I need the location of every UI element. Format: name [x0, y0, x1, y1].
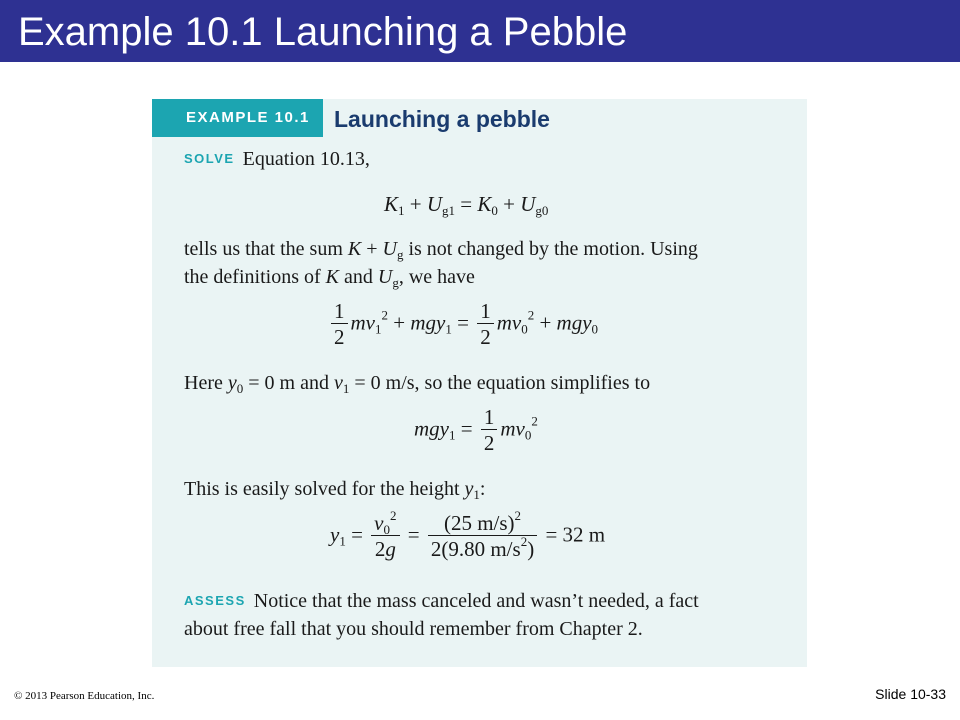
- explanation-paragraph-2: Here $y_0 = 0$ m and $v_1 = 0$ m/s, so the equation simplifies to: [184, 372, 651, 396]
- equation-expanded: $\frac{1}{2}$ $mv_1^2 + mgy_1$ = $\frac{1}{2}$ $mv_0^2 + mgy_0$: [328, 299, 598, 350]
- equation-energy-conservation: $K_1 + U_{g1} = K_0 + U_{g0}$: [384, 192, 549, 218]
- solve-keyword: SOLVE: [184, 151, 235, 166]
- assess-line-1: Notice that the mass canceled and wasn’t needed, a fact: [253, 590, 699, 612]
- slide-number: Slide 10-33: [875, 686, 946, 702]
- assess-line-2: about free fall that you should remember from Chapter 2.: [184, 618, 643, 640]
- explanation-paragraph-3: This is easily solved for the height $y_1$:: [184, 478, 486, 502]
- example-title: Launching a pebble: [334, 106, 550, 132]
- assess-keyword: ASSESS: [184, 593, 246, 608]
- solve-intro: Equation 10.13,: [242, 148, 370, 170]
- example-tag: EXAMPLE 10.1: [152, 99, 323, 137]
- copyright-notice: © 2013 Pearson Education, Inc.: [14, 690, 155, 702]
- title-bar: [0, 0, 960, 62]
- slide-title: Example 10.1 Launching a Pebble: [18, 10, 628, 54]
- example-panel: [152, 99, 807, 667]
- equation-solution: $y_1$ = $\frac{v_0^2}{2g}$ = $\frac{(25 m/s)^2}{2(9.80 m/s^2)}$ = 32 m: [330, 508, 606, 561]
- assess-paragraph: [184, 587, 794, 643]
- explanation-paragraph-1: tells us that the sum $K + U_g$ is not changed by the motion. Using the definitions of K and $U_g$, we have: [184, 238, 698, 290]
- equation-simplified: mgy$_1$ = $\frac{1}{2}$ $mv_0^2$: [414, 405, 538, 455]
- solve-line: [184, 145, 794, 173]
